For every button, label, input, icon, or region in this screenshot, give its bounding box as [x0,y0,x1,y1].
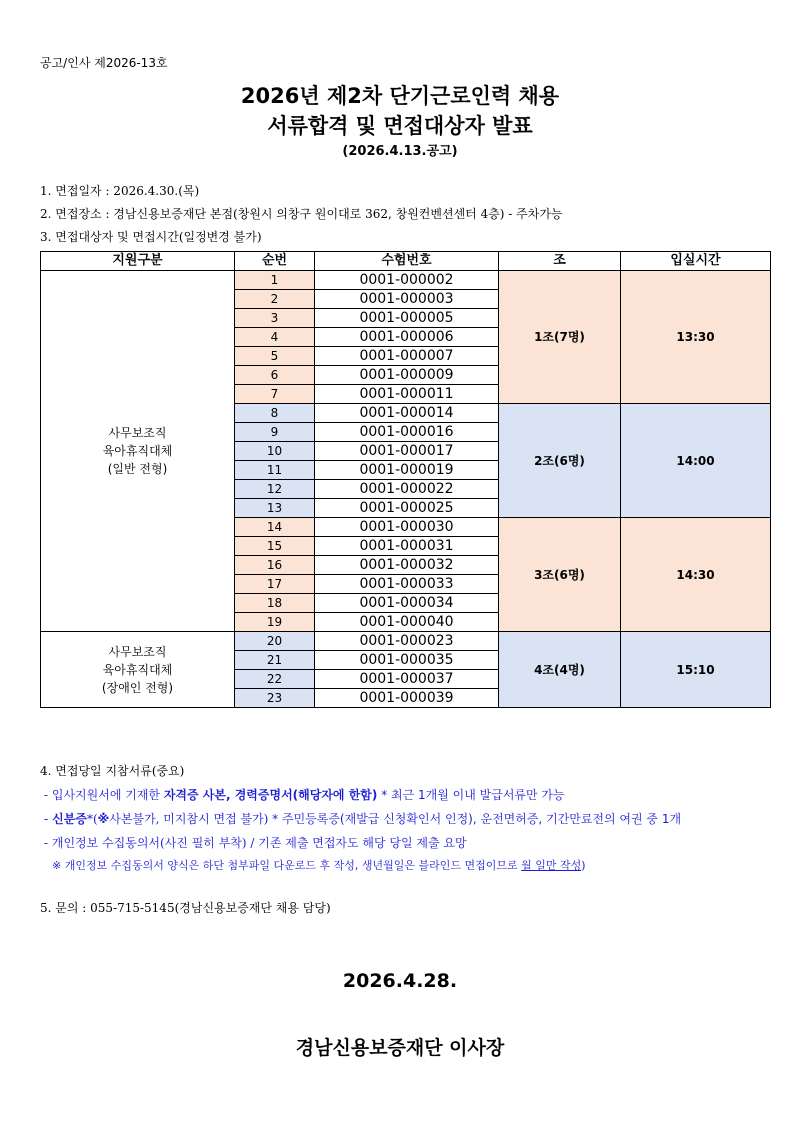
table-row [41,271,771,290]
sequence-cell: 16 [235,556,315,575]
documents-line-1: - 입사지원서에 기재한 자격증 사본, 경력증명서(해당자에 한함) * 최근 1개월 이내 발급서류만 가능 [44,788,565,802]
contact-info: 5. 문의 : 055-715-5145(경남신용보증재단 채용 담당) [40,901,331,915]
exam-number-cell: 0001-000040 [315,613,499,632]
exam-number-cell: 0001-000005 [315,309,499,328]
exam-number-cell: 0001-000033 [315,575,499,594]
header-sequence: 순번 [235,252,315,271]
schedule-table-body [41,271,771,708]
sequence-cell: 9 [235,423,315,442]
category-line: (일반 전형) [107,462,168,476]
header-group: 조 [499,252,621,271]
sequence-cell: 8 [235,404,315,423]
category-line: 사무보조직 [108,644,167,659]
category-line: (장애인 전형) [101,680,174,695]
category-line: 육아휴직대체 [102,662,173,677]
exam-number-cell: 0001-000003 [315,290,499,309]
exam-number-cell: 0001-000032 [315,556,499,575]
sequence-cell: 5 [235,347,315,366]
sequence-cell: 14 [235,518,315,537]
announcement-date: 2026.4.28. [342,970,458,992]
category-line: 육아휴직대체 [102,444,173,458]
exam-number-cell: 0001-000034 [315,594,499,613]
exam-number-cell: 0001-000031 [315,537,499,556]
exam-number-cell: 0001-000002 [315,271,499,290]
entry-time-cell: 14:30 [621,518,771,632]
sequence-cell: 4 [235,328,315,347]
exam-number-cell: 0001-000035 [315,651,499,670]
exam-number-cell: 0001-000006 [315,328,499,347]
entry-time-cell: 14:00 [621,404,771,518]
sequence-cell: 13 [235,499,315,518]
sequence-cell: 2 [235,290,315,309]
sequence-cell: 20 [235,632,315,651]
sequence-cell: 3 [235,309,315,328]
interview-location: 2. 면접장소 : 경남신용보증재단 본점(창원시 의창구 원이대로 362, 창원컨벤션센터 4층) - 주차가능 [40,207,563,221]
sequence-cell: 17 [235,575,315,594]
sequence-cell: 1 [235,271,315,290]
header-exam-number: 수험번호 [315,252,499,271]
sequence-cell: 12 [235,480,315,499]
signer-name: 경남신용보증재단 이사장 [295,1037,505,1059]
interview-schedule-heading: 3. 면접대상자 및 면접시간(일정변경 불가) [40,230,262,244]
sequence-cell: 19 [235,613,315,632]
sequence-cell: 6 [235,366,315,385]
section4-heading: 4. 면접당일 지참서류(중요) [40,764,185,778]
category-line: 사무보조직 [108,426,167,440]
exam-number-cell: 0001-000007 [315,347,499,366]
exam-number-cell: 0001-000011 [315,385,499,404]
title-line-1: 2026년 제2차 단기근로인력 채용 [240,84,560,108]
interview-date: 1. 면접일자 : 2026.4.30.(목) [40,184,200,198]
sequence-cell: 11 [235,461,315,480]
category-cell-disabled [41,632,235,708]
exam-number-cell: 0001-000025 [315,499,499,518]
title-date: (2026.4.13.공고) [342,144,458,159]
sequence-cell: 21 [235,651,315,670]
exam-number-cell: 0001-000022 [315,480,499,499]
group-cell: 1조(7명) [499,271,621,404]
header-entry-time: 입실시간 [621,252,771,271]
entry-time-cell: 13:30 [621,271,771,404]
category-cell-general [41,271,235,632]
exam-number-cell: 0001-000030 [315,518,499,537]
exam-number-cell: 0001-000014 [315,404,499,423]
sequence-cell: 15 [235,537,315,556]
exam-number-cell: 0001-000019 [315,461,499,480]
group-cell: 2조(6명) [499,404,621,518]
entry-time-cell: 15:10 [621,632,771,708]
title-line-2: 서류합격 및 면접대상자 발표 [267,114,533,138]
exam-number-cell: 0001-000037 [315,670,499,689]
exam-number-cell: 0001-000009 [315,366,499,385]
exam-number-cell: 0001-000023 [315,632,499,651]
exam-number-cell: 0001-000016 [315,423,499,442]
table-header-row [41,252,771,271]
sequence-cell: 7 [235,385,315,404]
document-number: 공고/인사 제2026-13호 [40,56,168,70]
sequence-cell: 10 [235,442,315,461]
documents-line-3: - 개인정보 수집동의서(사진 필히 부착) / 기존 제출 면접자도 해당 당일 제출 요망 [44,836,467,850]
table-row [41,632,771,651]
sequence-cell: 22 [235,670,315,689]
schedule-table [40,251,771,708]
exam-number-cell: 0001-000039 [315,689,499,708]
group-cell: 4조(4명) [499,632,621,708]
sequence-cell: 18 [235,594,315,613]
documents-line-2: - 신분증*(※사본불가, 미지참시 면접 불가) * 주민등록증(재발급 신청확인서 인정), 운전면허증, 기간만료전의 여권 중 1개 [44,812,682,826]
documents-note: ※ 개인정보 수집동의서 양식은 하단 첨부파일 다운로드 후 작성, 생년월일은 블라인드 면접이므로 월 일만 작성) [52,859,586,872]
sequence-cell: 23 [235,689,315,708]
exam-number-cell: 0001-000017 [315,442,499,461]
group-cell: 3조(6명) [499,518,621,632]
header-category: 지원구분 [41,252,235,271]
